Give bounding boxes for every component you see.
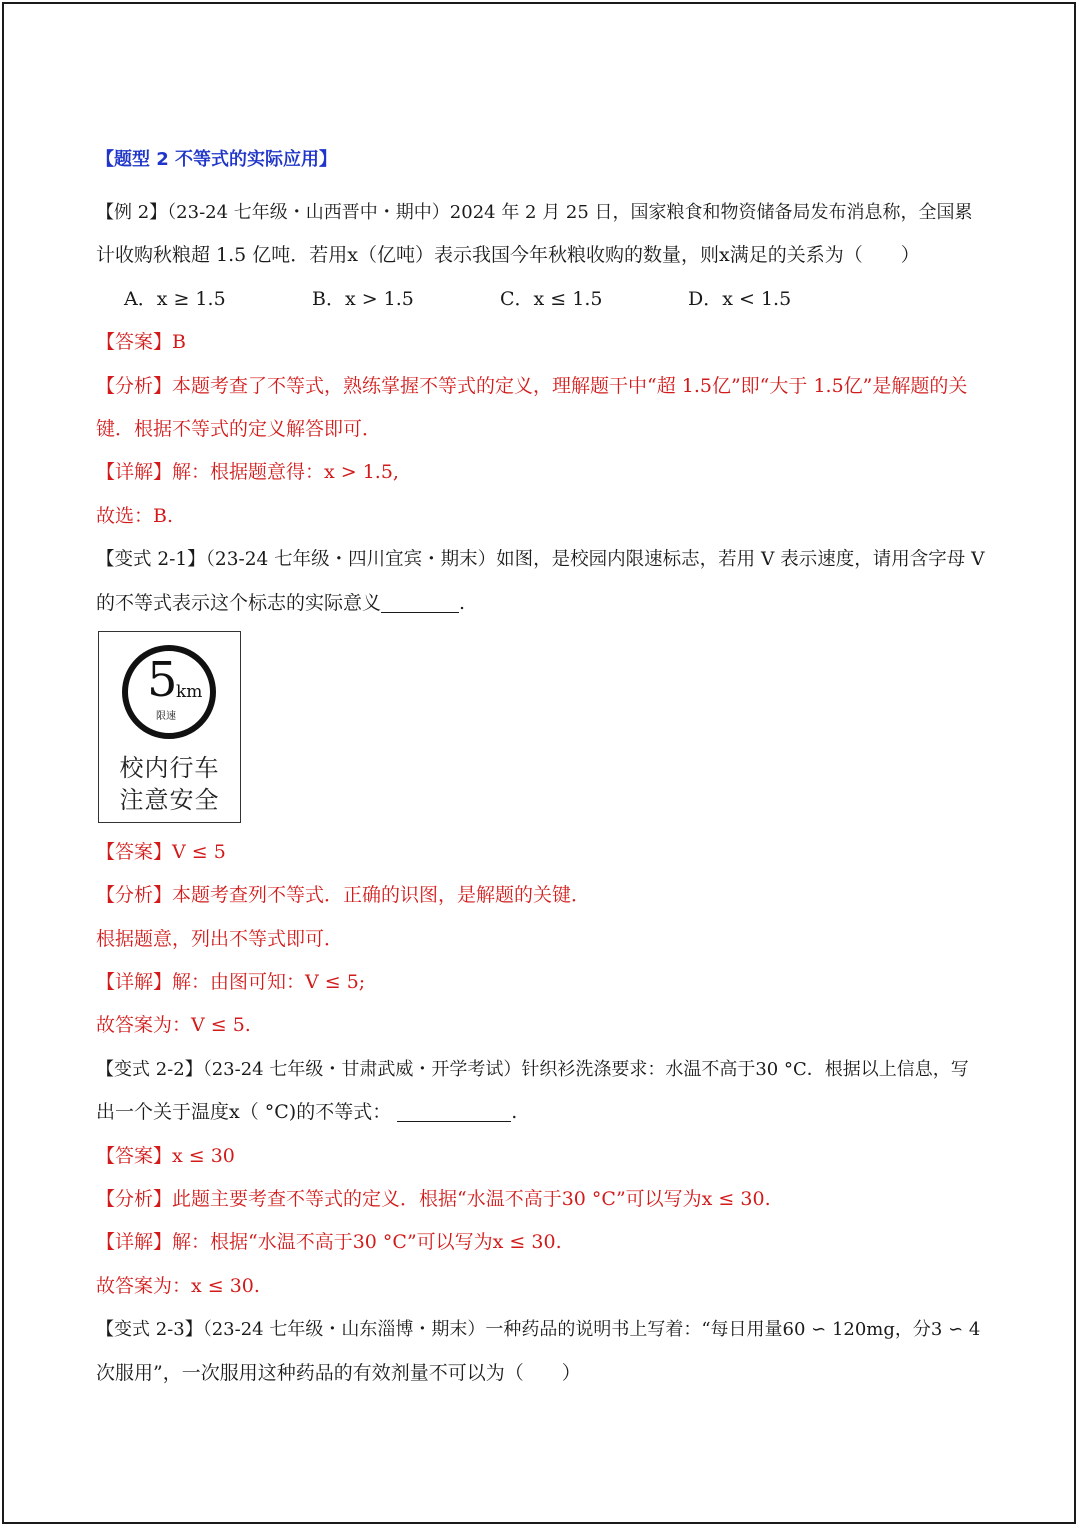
- option-a: A．x ≥ 1.5: [124, 287, 226, 310]
- option-b: B．x > 1.5: [312, 287, 414, 310]
- variant-2-1-analysis-2: 根据题意，列出不等式即可．: [96, 927, 344, 950]
- variant-2-3-line-2: 次服用”，一次服用这种药品的有效剂量不可以为（ ）: [96, 1361, 581, 1384]
- variant-2-2-analysis: 【分析】此题主要考查不等式的定义．根据“水温不高于30 °C”可以写为x ≤ 30.: [96, 1188, 771, 1211]
- speed-limit-figure: [96, 625, 986, 831]
- variant-2-2-answer: 【答案】x ≤ 30: [96, 1144, 235, 1167]
- option-c: C．x ≤ 1.5: [500, 287, 603, 310]
- variant-2-2-detail: 【详解】解：根据“水温不高于30 °C”可以写为x ≤ 30.: [96, 1231, 562, 1254]
- document-content: [96, 143, 986, 1395]
- variant-2-1-line-1: 【变式 2-1】（23-24 七年级・四川宜宾・期末）如图，是校园内限速标志，若用 V 表示速度，请用含字母 V: [96, 549, 985, 571]
- variant-2-2-line-1: 【变式 2-2】（23-24 七年级・甘肃武威・开学考试）针织衫洗涤要求：水温不高于30 °C．根据以上信息，写: [96, 1058, 969, 1080]
- example-2-line-2: 计收购秋粮超 1.5 亿吨．若用x（亿吨）表示我国今年秋粮收购的数量，则x满足的关系为（ ）: [96, 244, 920, 267]
- variant-2-1-detail: 【详解】解：由图可知：V ≤ 5;: [96, 971, 366, 994]
- example-2-options: [96, 278, 986, 321]
- variant-2-1-analysis-1: 【分析】本题考查列不等式．正确的识图，是解题的关键．: [96, 884, 591, 907]
- example-2-detail: 【详解】解：根据题意得：x > 1.5,: [96, 461, 399, 484]
- variant-2-1-line-2-end: .: [459, 591, 466, 614]
- variant-2-1-line-2: [96, 582, 986, 625]
- option-d: D．x < 1.5: [688, 287, 792, 310]
- variant-2-2-line-2-end: .: [511, 1101, 518, 1124]
- example-2-analysis-1: 【分析】本题考查了不等式，熟练掌握不等式的定义，理解题干中“超 1.5亿”即“大于 1.5亿”是解题的关: [96, 374, 968, 397]
- speed-limit-caption: 限速: [156, 710, 176, 722]
- example-2-line-1: 【例 2】（23-24 七年级・山西晋中・期中）2024 年 2 月 25 日，国家粮食和物资储备局发布消息称，全国累: [96, 202, 973, 223]
- sign-text-line-1: 校内行车: [119, 753, 220, 782]
- variant-2-3-line-1: 【变式 2-3】（23-24 七年级・山东淄博・期末）一种药品的说明书上写着：“每日用量60 ∽ 120mg，分3 ∽ 4: [96, 1319, 981, 1341]
- speed-number: 5: [147, 651, 178, 708]
- variant-2-2-line-2: [96, 1091, 986, 1134]
- variant-2-1-answer: 【答案】V ≤ 5: [96, 840, 226, 863]
- speed-limit-sign: [98, 631, 241, 823]
- section-heading: 【题型 2 不等式的实际应用】: [96, 149, 338, 170]
- answer-blank: [397, 1101, 511, 1122]
- example-2-choose: 故选：B.: [96, 504, 174, 527]
- answer-blank: [381, 592, 459, 613]
- sign-text-line-2: 注意安全: [119, 785, 220, 814]
- variant-2-2-line-2-text: 出一个关于温度x（ °C)的不等式：: [96, 1101, 392, 1124]
- variant-2-2-final: 故答案为：x ≤ 30.: [96, 1274, 260, 1297]
- variant-2-1-final: 故答案为：V ≤ 5.: [96, 1014, 251, 1037]
- example-2-analysis-2: 键．根据不等式的定义解答即可．: [96, 417, 382, 440]
- example-2-answer: 【答案】B: [96, 331, 186, 354]
- speed-unit: km: [176, 681, 203, 702]
- variant-2-1-line-2-text: 的不等式表示这个标志的实际意义: [96, 591, 382, 614]
